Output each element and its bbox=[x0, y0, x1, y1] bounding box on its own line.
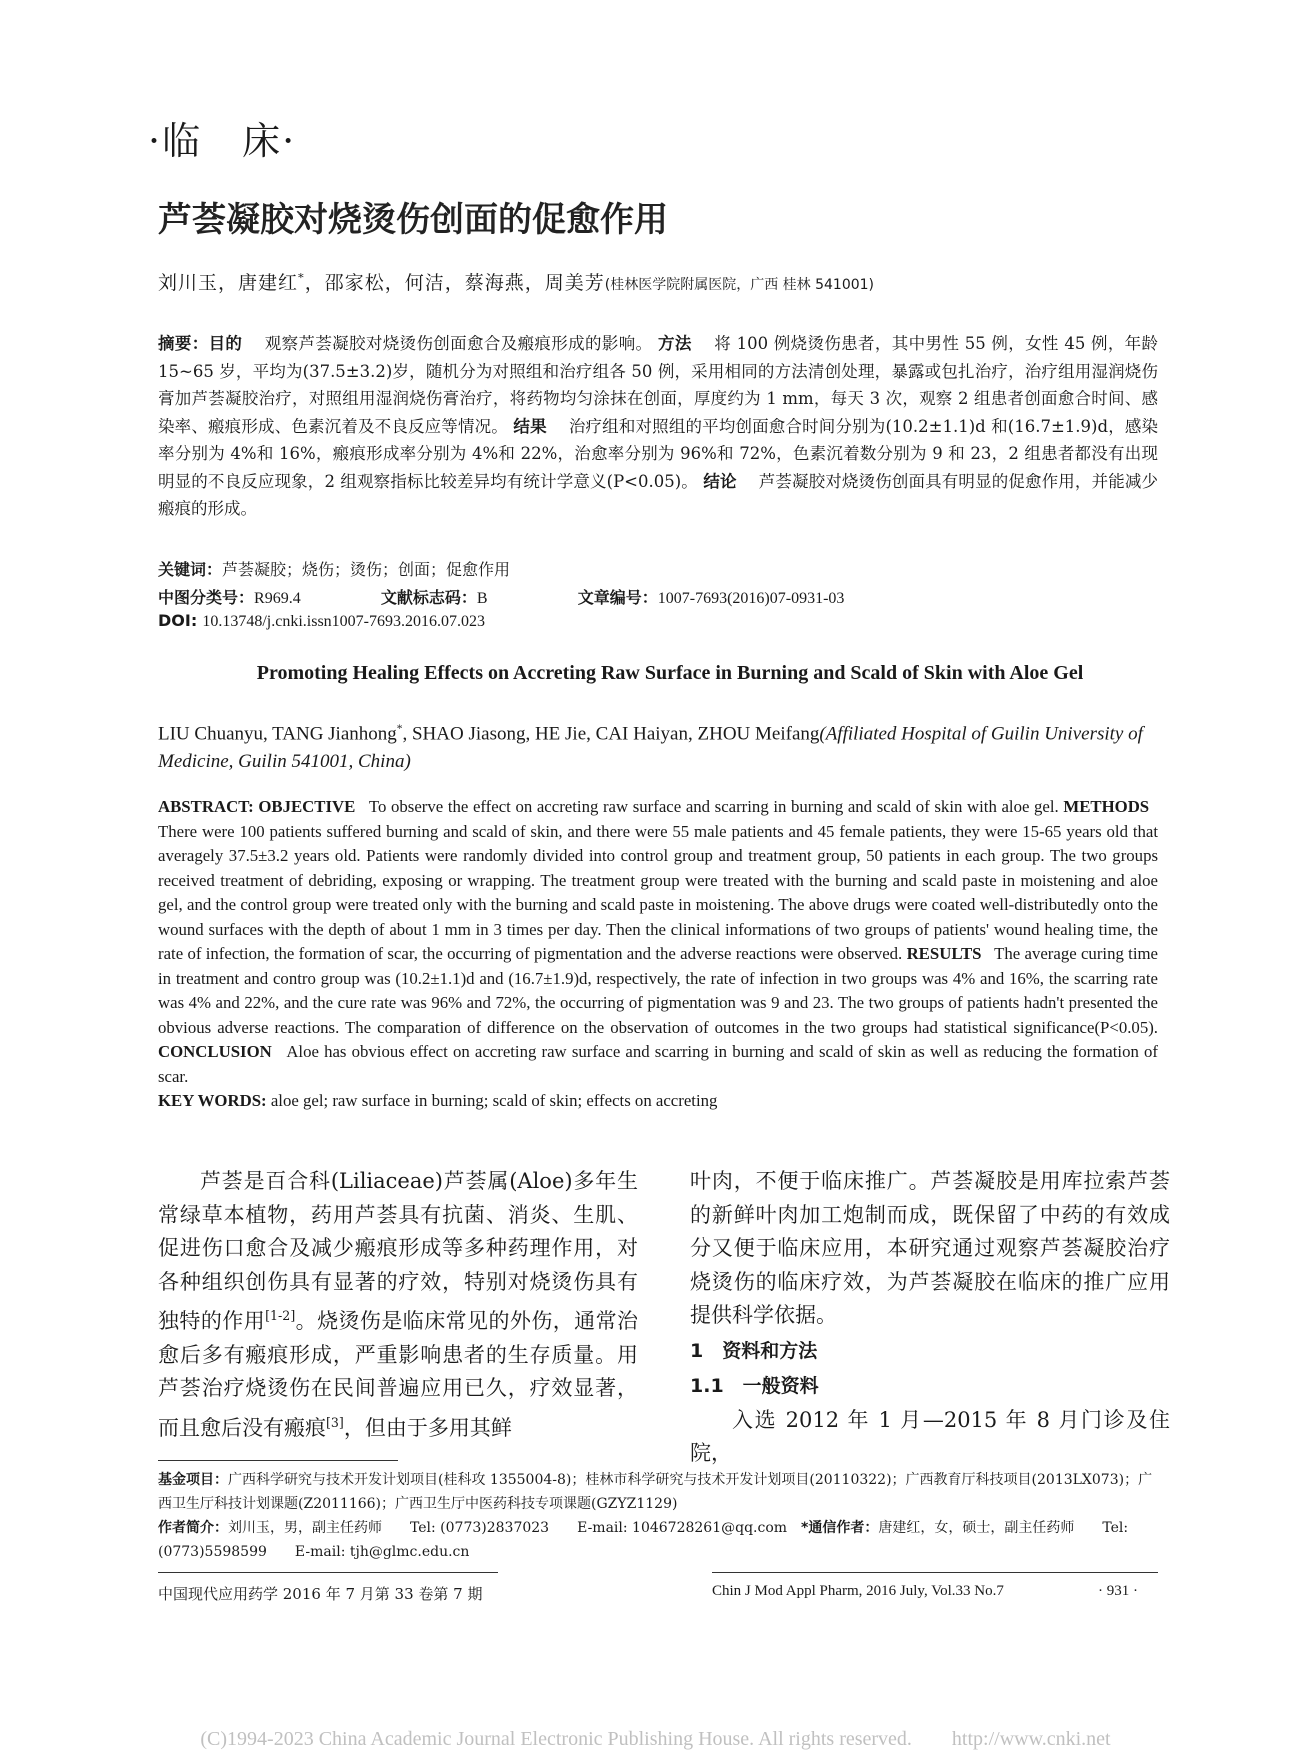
body-column-right bbox=[690, 1165, 1170, 1471]
keywords-cn-value: 芦荟凝胶；烧伤；烫伤；创面；促愈作用 bbox=[222, 560, 511, 579]
body-column-left bbox=[158, 1165, 638, 1445]
abstract-cn-results-label: 结果 bbox=[513, 416, 547, 436]
footnotes bbox=[158, 1468, 1158, 1564]
article-no-label: 文章编号： bbox=[577, 588, 658, 607]
authors-cn-rest: ，邵家松，何洁，蔡海燕，周美芳 bbox=[304, 272, 605, 294]
author-footnote bbox=[158, 1516, 1158, 1564]
abstract-en-results-label: RESULTS bbox=[906, 944, 982, 963]
abstract-en-results: The average curing time in treatment and contro group was (10.2±1.1)d and (16.7±1.9)d, respectively, the rate of infection in two groups was 4% and 16%, the scarring rate was 4% and 22%, and the cure rate was 96% and 72%, the occurring of pigmentation was 9 and 23. The two groups of patients hadn't presented the obvious adverse reactions. The comparation of difference on the observation of outcomes in the two groups had statistical significance(P<0.05). bbox=[158, 944, 1158, 1037]
doccode-label: 文献标志码： bbox=[380, 588, 477, 607]
abstract-cn-conclusion-label: 结论 bbox=[703, 471, 737, 491]
fund-text: 广西科学研究与技术开发计划项目(桂科攻 1355004-8)；桂林市科学研究与技术开发计划项目(20110322)；广西教育厅科技项目(2013LX073)；广西卫生厅科技计划课题(Z2011166)；广西卫生厅中医药科技专项课题(GZYZ1129) bbox=[158, 1472, 1153, 1512]
abstract-cn-results: 治疗组和对照组的平均创面愈合时间分别为(10.2±1.1)d 和(16.7±1.9)d，感染率分别为 4%和 16%，瘢痕形成率分别为 4%和 22%，治愈率分别为 96%和 72%，色素沉着数分别为 9 和 23，2 组患者都没有出现明显的不良反应现象，2 组观察指标比较差异均有统计学意义(P<0.05)。 bbox=[158, 416, 1159, 491]
abstract-en-methods-label: METHODS bbox=[1063, 797, 1150, 816]
general-data-paragraph: 入选 2012 年 1 月—2015 年 8 月门诊及住院， bbox=[690, 1407, 1170, 1465]
clc-label: 中图分类号： bbox=[158, 588, 255, 607]
abstract-cn-label: 摘要：目的 bbox=[158, 334, 243, 353]
intro-text-2: 。烧烫伤是临床常见的外伤，通常治愈后多有瘢痕形成，严重影响患者的生存质量。用芦荟治疗烧烫伤在民间普遍应用已久，疗效显著，而且愈后没有瘢痕 bbox=[158, 1309, 639, 1440]
abstract-cn-objective: 观察芦荟凝胶对烧烫伤创面愈合及瘢痕形成的影响。 bbox=[264, 334, 653, 353]
footer-rule-left bbox=[158, 1572, 498, 1573]
footer-journal-en: Chin J Mod Appl Pharm, 2016 July, Vol.33 No.7 bbox=[712, 1583, 1004, 1599]
corresponding-label: *通信作者： bbox=[801, 1520, 879, 1536]
keywords-en-label: KEY WORDS: bbox=[158, 1091, 267, 1110]
intro-paragraph-cont: 叶肉，不便于临床推广。芦荟凝胶是用库拉索芦荟的新鲜叶肉加工炮制而成，既保留了中药的有效成分又便于临床应用，本研究通过观察芦荟凝胶治疗烧烫伤的临床疗效，为芦荟凝胶在临床的推广应用提供科学依据。 bbox=[690, 1169, 1170, 1327]
abstract-en-conclusion: Aloe has obvious effect on accreting raw surface and scarring in burning and scald of skin as well as reducing the formation of scar. bbox=[158, 1042, 1158, 1086]
author-bio-text: 刘川玉，男，副主任药师 Tel: (0773)2837023 E-mail: 1046728261@qq.com bbox=[228, 1520, 788, 1536]
doi-line bbox=[158, 611, 485, 631]
corresponding-text: 唐建红，女，硕士，副主任药师 Tel: (0773)5598599 E-mail: tjh@glmc.edu.cn bbox=[158, 1520, 1129, 1560]
authors-en-first: LIU Chuanyu, TANG Jianhong bbox=[158, 723, 397, 745]
footnote-divider bbox=[158, 1460, 398, 1461]
article-title-cn: 芦荟凝胶对烧烫伤创面的促愈作用 bbox=[158, 200, 668, 240]
abstract-cn-conclusion: 芦荟凝胶对烧烫伤创面具有明显的促愈作用，并能减少瘢痕的形成。 bbox=[158, 471, 1159, 518]
clc-value: R969.4 bbox=[254, 590, 301, 607]
article-no-value: 1007-7693(2016)07-0931-03 bbox=[657, 590, 845, 607]
section-label: ·临 床· bbox=[148, 119, 297, 163]
abstract-cn-methods: 将 100 例烧烫伤患者，其中男性 55 例，女性 45 例，年龄 15~65 岁，平均为(37.5±3.2)岁，随机分为对照组和治疗组各 50 例，采用相同的方法清创处理，暴露或包扎治疗，治疗组用湿润烧伤膏加芦荟凝胶治疗，对照组用湿润烧伤膏治疗，将药物均匀涂抹在创面，厚度约为 1 mm，每天 3 次，观察 2 组患者创面愈合时间、感染率、瘢痕形成、色素沉着及不良反应等情况。 bbox=[158, 334, 1159, 436]
doi-label: DOI: bbox=[158, 611, 198, 630]
citation-3: [3] bbox=[326, 1414, 344, 1430]
abstract-cn bbox=[158, 330, 1158, 523]
intro-paragraph bbox=[158, 1165, 638, 1445]
fund-label: 基金项目： bbox=[158, 1472, 228, 1488]
classification-line bbox=[158, 585, 844, 608]
abstract-en bbox=[158, 795, 1158, 1114]
abstract-en-conclusion-label: CONCLUSION bbox=[158, 1042, 272, 1061]
authors-en bbox=[158, 715, 1158, 776]
authors-en-rest: , SHAO Jiasong, HE Jie, CAI Haiyan, ZHOU Meifang bbox=[402, 723, 820, 745]
authors-cn bbox=[158, 268, 874, 295]
doi-value: 10.13748/j.cnki.issn1007-7693.2016.07.023 bbox=[202, 613, 485, 630]
keywords-cn-label: 关键词： bbox=[158, 560, 223, 579]
authors-cn-first: 刘川玉，唐建红 bbox=[158, 272, 299, 294]
abstract-en-label: ABSTRACT: OBJECTIVE bbox=[158, 797, 356, 816]
footer-journal-cn: 中国现代应用药学 2016 年 7 月第 33 卷第 7 期 bbox=[158, 1585, 483, 1603]
keywords-cn bbox=[158, 557, 510, 580]
abstract-en-methods: There were 100 patients suffered burning and scald of skin, and there were 55 male patients and 45 female patients, they were 15-65 years old that averagely 37.5±3.2 years old. Patients were randomly divided into control group and treatment group, 50 patients in each group. The two groups received treatment of debriding, exposing or wrapping. The treatment group were treated with the burning and scald paste in moistening and aloe gel, and the control group were treated only with the burning and scald paste in moistening. The above drugs were coated well-distributedly onto the wound surfaces with the depth of about 1 mm in 3 times per day. Then the clinical informations of two groups of patients' wound healing time, the rate of infection, the formation of scar, the occurring of pigmentation and the adverse reactions were observed. bbox=[158, 821, 1158, 963]
heading-materials-methods: 1 资料和方法 bbox=[690, 1339, 818, 1362]
article-title-en: Promoting Healing Effects on Accreting Raw Surface in Burning and Scald of Skin with Aloe Gel bbox=[256, 662, 1084, 684]
corresponding-mark-en: * bbox=[396, 723, 403, 735]
keywords-en-value: aloe gel; raw surface in burning; scald of skin; effects on accreting bbox=[270, 1091, 718, 1110]
author-bio-label: 作者简介： bbox=[158, 1520, 228, 1536]
doccode-value: B bbox=[476, 590, 488, 607]
heading-general-data: 1.1 一般资料 bbox=[690, 1375, 819, 1397]
copyright-notice: (C)1994-2023 China Academic Journal Electronic Publishing House. All rights reserved. http://www.cnki.net bbox=[200, 1728, 1111, 1750]
abstract-cn-methods-label: 方法 bbox=[658, 334, 692, 353]
corresponding-mark: * bbox=[298, 270, 305, 285]
affiliation-cn: (桂林医学院附属医院，广西 桂林 541001) bbox=[604, 277, 875, 293]
intro-text-3: ，但由于多用其鲜 bbox=[343, 1415, 512, 1440]
citation-1-2: [1-2] bbox=[265, 1308, 296, 1323]
fund-footnote bbox=[158, 1468, 1158, 1516]
page-number: · 931 · bbox=[1098, 1583, 1138, 1599]
abstract-en-objective: To observe the effect on accreting raw surface and scarring in burning and scald of skin with aloe gel. bbox=[368, 797, 1059, 816]
intro-text-1: 芦荟是百合科(Liliaceae)芦荟属(Aloe)多年生常绿草本植物，药用芦荟具有抗菌、消炎、生肌、促进伤口愈合及减少瘢痕形成等多种药理作用，对各种组织创伤具有显著的疗效，特别对烧烫伤具有独特的作用 bbox=[158, 1169, 638, 1333]
affiliation-en: (Affiliated Hospital of Guilin University of Medicine, Guilin 541001, China) bbox=[158, 723, 1143, 773]
footer-rule-right bbox=[712, 1572, 1158, 1573]
